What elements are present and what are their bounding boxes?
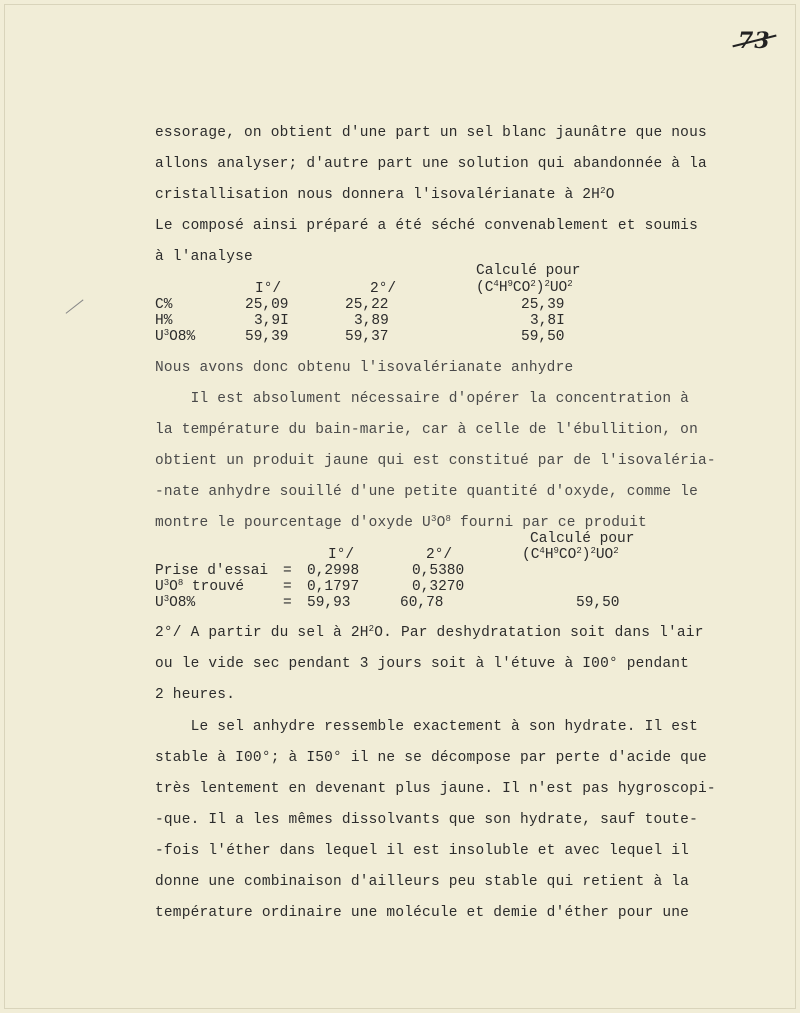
table2-cell: 0,5380: [412, 563, 465, 579]
superscript: 4: [539, 546, 545, 556]
superscript: 3: [163, 578, 170, 588]
table1-row-label: $U^3O8\%$: [155, 328, 196, 345]
text-line: Il est absolument nécessaire d'opérer la concentration à: [155, 391, 690, 407]
table1-cell: 59,39: [245, 329, 289, 345]
superscript: 2: [590, 546, 596, 556]
table1-cell: 3,8I: [530, 313, 565, 329]
table1-cell: 25,09: [245, 297, 289, 313]
text-line: [155, 186, 615, 204]
formula-part: (C: [476, 280, 494, 296]
text-line: stable à I00°; à I50° il ne se décompose par perte d'acide que: [155, 750, 707, 766]
table2-row-label: $U^3O^8$ trouvé: [155, 578, 245, 595]
text-line: Nous avons donc obtenu l'isovalérianate anhydre: [155, 360, 574, 376]
superscript: 3: [430, 514, 437, 524]
table1-col2-header: 2°/: [370, 281, 397, 297]
text-line: essorage, on obtient d'une part un sel blanc jaunâtre que nous: [155, 125, 707, 141]
table2-cell: 0,1797: [307, 579, 360, 595]
pencil-mark: [54, 285, 83, 314]
superscript: 2: [613, 546, 619, 556]
table2-cell: 0,2998: [307, 563, 360, 579]
table2-cell: 59,93: [307, 595, 351, 611]
table2-col3-header: Calculé pour: [530, 531, 635, 547]
table2-cell: 59,50: [576, 595, 620, 611]
table2-operator: =: [283, 595, 292, 611]
text-fragment: O: [605, 187, 615, 203]
formula-part: CO: [512, 280, 531, 296]
table2-cell: 60,78: [400, 595, 444, 611]
superscript: 2: [567, 279, 573, 289]
text-line: très lentement en devenant plus jaune. Il n'est pas hygroscopi-: [155, 781, 716, 797]
text-fragment: montre le pourcentage d'oxyde U: [155, 515, 431, 531]
text-line: la température du bain-marie, car à celle de l'ébullition, on: [155, 422, 698, 438]
superscript: 8: [445, 514, 452, 524]
text-line: [155, 624, 704, 642]
table1-cell: 3,89: [354, 313, 389, 329]
table2-row-label: $U^3O8\%$: [155, 594, 196, 611]
text-line: allons analyser; d'autre part une solution qui abandonnée à la: [155, 156, 707, 172]
formula-part: H: [498, 280, 508, 296]
table1-col3-formula: [476, 279, 573, 297]
table2-operator: =: [283, 563, 292, 579]
text-line: à l'analyse: [155, 249, 253, 265]
text-fragment: cristallisation nous donnera l'isovalérianate à 2H: [155, 187, 601, 203]
table2-cell: 0,3270: [412, 579, 465, 595]
text-line: 2 heures.: [155, 687, 236, 703]
subscript-2: 2: [600, 186, 606, 196]
superscript: 2: [576, 546, 582, 556]
text-line: Le composé ainsi préparé a été séché convenablement et soumis: [155, 218, 698, 234]
table1-row-label: H%: [155, 313, 173, 329]
table1-row-label: C%: [155, 297, 173, 313]
superscript: 9: [507, 279, 513, 289]
page-number: 73: [738, 28, 771, 54]
text-line: Le sel anhydre ressemble exactement à son hydrate. Il est: [155, 719, 698, 735]
text-line: -que. Il a les mêmes dissolvants que son hydrate, sauf toute-: [155, 812, 698, 828]
table1-cell: 25,22: [345, 297, 389, 313]
superscript: 9: [553, 546, 559, 556]
text-line: ou le vide sec pendant 3 jours soit à l'étuve à I00° pendant: [155, 656, 690, 672]
text-line: obtient un produit jaune qui est constitué par de l'isovaléria-: [155, 453, 716, 469]
formula-part: UO: [549, 280, 568, 296]
superscript: 2: [530, 279, 536, 289]
table1-col1-header: I°/: [255, 281, 282, 297]
table2-row-label: Prise d'essai: [155, 563, 269, 579]
text-fragment: fourni par ce produit: [451, 515, 647, 531]
text-fragment: O. Par deshydratation soit dans l'air: [374, 625, 704, 641]
table2-col3-formula: $(C^4H^9CO^2)^2UO^2$: [522, 546, 619, 563]
table1-cell: 25,39: [521, 297, 565, 313]
table1-cell: 59,50: [521, 329, 565, 345]
text-line: température ordinaire une molécule et demie d'éther pour une: [155, 905, 690, 921]
text-line: -nate anhydre souillé d'une petite quantité d'oxyde, comme le: [155, 484, 698, 500]
superscript: 4: [493, 279, 499, 289]
superscript: 8: [177, 578, 184, 588]
table2-col1-header: I°/: [328, 547, 355, 563]
superscript: 2: [368, 624, 375, 634]
superscript: 3: [163, 594, 170, 604]
text-line: -fois l'éther dans lequel il est insoluble et avec lequel il: [155, 843, 690, 859]
text-fragment: 2°/ A partir du sel à 2H: [155, 625, 369, 641]
table2-col2-header: 2°/: [426, 547, 453, 563]
text-line: donne une combinaison d'ailleurs peu stable qui retient à la: [155, 874, 690, 890]
text-fragment: O: [436, 515, 446, 531]
superscript: 2: [544, 279, 550, 289]
formula-part: ): [535, 280, 545, 296]
table1-cell: 59,37: [345, 329, 389, 345]
table1-col3-header: Calculé pour: [476, 263, 581, 279]
table1-cell: 3,9I: [254, 313, 289, 329]
table2-operator: =: [283, 579, 292, 595]
superscript: 3: [163, 328, 170, 338]
